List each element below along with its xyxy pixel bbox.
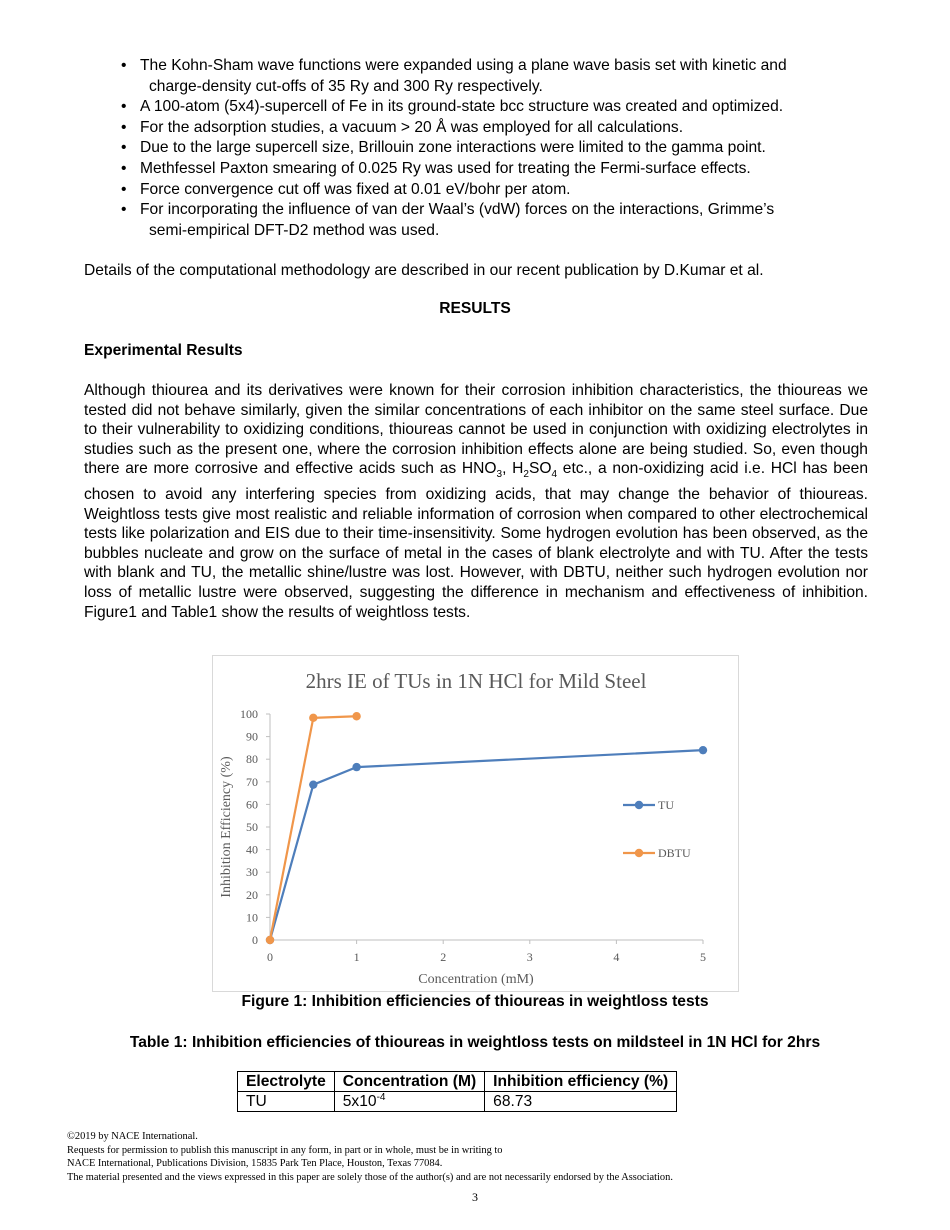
chart-svg — [213, 656, 738, 991]
chart-title: 2hrs IE of TUs in 1N HCl for Mild Steel — [305, 669, 647, 693]
bullet-item: • Force convergence cut off was fixed at 0.01 eV/bohr per atom. — [100, 180, 868, 201]
bullet-dot-icon: • — [121, 201, 127, 219]
x-tick-label: 3 — [526, 950, 533, 964]
y-tick-label: 60 — [246, 797, 258, 812]
details-paragraph: Details of the computational methodology are described in our recent publication by D.Kumar et al. — [84, 262, 764, 279]
page-number: 3 — [472, 1190, 478, 1204]
methodology-bullet-list — [100, 56, 868, 241]
legend-label-dbtu: DBTU — [658, 846, 691, 860]
series-line-tu — [270, 750, 703, 940]
data-point-dbtu — [266, 936, 274, 944]
table-row — [238, 1092, 677, 1112]
x-tick-label: 5 — [700, 950, 706, 964]
x-tick-label: 1 — [353, 950, 360, 964]
bullet-item: • For the adsorption studies, a vacuum > 20 Å was employed for all calculations. — [100, 118, 868, 139]
legend-marker-dbtu — [635, 849, 643, 857]
legend-marker-tu — [635, 801, 643, 809]
bullet-item: • For incorporating the influence of van der Waal’s (vdW) forces on the interactions, Grimme’s semi-empirical DFT-D2 method was used. — [121, 201, 775, 239]
figure-caption: Figure 1: Inhibition efficiencies of thioureas in weightloss tests — [241, 993, 709, 1010]
x-tick-label: 2 — [440, 950, 447, 964]
y-axis-label: Inhibition Efficiency (%) — [219, 756, 234, 898]
y-tick-label: 100 — [240, 707, 258, 721]
bullet-dot-icon: • — [121, 98, 127, 116]
bullet-dot-icon: • — [121, 118, 127, 136]
y-tick-label: 10 — [246, 910, 258, 925]
y-tick-label: 30 — [246, 865, 258, 880]
x-axis-label: Concentration (mM) — [418, 972, 534, 987]
experimental-results-heading: Experimental Results — [84, 342, 243, 359]
bullet-item: • The Kohn-Sham wave functions were expanded using a plane wave basis set with kinetic and charge-density cut-offs of 35 Ry and 300 Ry respectively. — [121, 57, 787, 95]
data-point-dbtu — [352, 712, 360, 720]
y-tick-label: 80 — [246, 752, 258, 767]
bullet-dot-icon: • — [121, 57, 127, 74]
data-point-dbtu — [309, 714, 317, 722]
experimental-paragraph: Although thiourea and its derivatives were known for their corrosion inhibition characteristics, the thioureas we tested did not behave similarly, given the similar concentrations of each inhibitor on the same steel surface. Due to their vulnerability to oxidizing conditions, thioureas cannot be used in conjunction with oxidizing electrolytes in studies such as the present one, where the corrosion inhibition effects alone are being studied. So, even though there are more corrosive and effective acids such as $HNO_3$, $H_2SO_4$ etc., a non-oxidizing acid i.e. HCl has been chosen to avoid any interfering species from oxidizing acids, that may change the behavior of thioureas. Weightloss tests give most realistic and reliable information of corrosion when compared to other electrochemical tests like polarization and EIS due to their time-insensitivity. Some hydrogen evolution has been observed, as the bubbles nucleate and grow on the surface of metal in the cases of blank electrolyte and with TU. After the tests with blank and TU, the metallic shine/lustre was lost. However, with DBTU, neither such hydrogen evolution nor loss of metallic lustre were observed, suggesting the difference in mechanism and effectiveness of inhibition. Figure1 and Table1 show the results of weightloss tests. — [84, 382, 868, 621]
cell-inhibition-efficiency: 68.73 — [485, 1092, 677, 1112]
bullet-item: • Methfessel Paxton smearing of 0.025 Ry was used for treating the Fermi-surface effects. — [100, 159, 868, 180]
y-tick-label: 70 — [246, 774, 258, 789]
bullet-item: • A 100-atom (5x4)-supercell of Fe in its ground-state bcc structure was created and optimized. — [100, 97, 868, 118]
copyright-footer: ©2019 by NACE International. Requests for permission to publish this manuscript in any form, in part or in whole, must be in writing to NACE International, Publications Division, 15835 Park Ten Place, Houston, Texas 77084. The material presented and the views expressed in this paper are solely those of the author(s) and are not necessarily endorsed by the Association. — [67, 1131, 673, 1183]
series-line-dbtu — [270, 716, 357, 940]
data-point-tu — [309, 780, 317, 788]
y-tick-label: 40 — [246, 842, 258, 857]
x-tick-label: 4 — [613, 950, 620, 964]
y-tick-label: 50 — [246, 820, 258, 834]
results-table — [237, 1071, 677, 1112]
data-point-tu — [352, 763, 360, 771]
data-point-tu — [699, 746, 707, 754]
y-tick-label: 90 — [246, 729, 258, 744]
legend-label-tu: TU — [658, 798, 674, 812]
y-tick-label: 0 — [252, 933, 258, 947]
cell-concentration: $5x10^{-4}$ — [334, 1092, 484, 1112]
x-tick-label: 0 — [267, 950, 273, 964]
header-concentration: Concentration (M) — [334, 1072, 484, 1092]
header-electrolyte: Electrolyte — [238, 1072, 335, 1092]
results-heading: RESULTS — [439, 300, 511, 317]
bullet-dot-icon: • — [121, 180, 127, 198]
bullet-dot-icon: • — [121, 159, 127, 177]
bullet-dot-icon: • — [121, 139, 127, 157]
bullet-item: • Due to the large supercell size, Brillouin zone interactions were limited to the gamma point. — [100, 138, 868, 159]
cell-electrolyte: TU — [238, 1092, 335, 1112]
y-tick-label: 20 — [246, 887, 258, 902]
figure-1-chart — [212, 655, 739, 992]
table-header-row — [238, 1072, 677, 1092]
header-inhibition-efficiency: Inhibition efficiency (%) — [485, 1072, 677, 1092]
table-caption: Table 1: Inhibition efficiencies of thioureas in weightloss tests on mildsteel in 1N HCl for 2hrs — [129, 1034, 821, 1051]
